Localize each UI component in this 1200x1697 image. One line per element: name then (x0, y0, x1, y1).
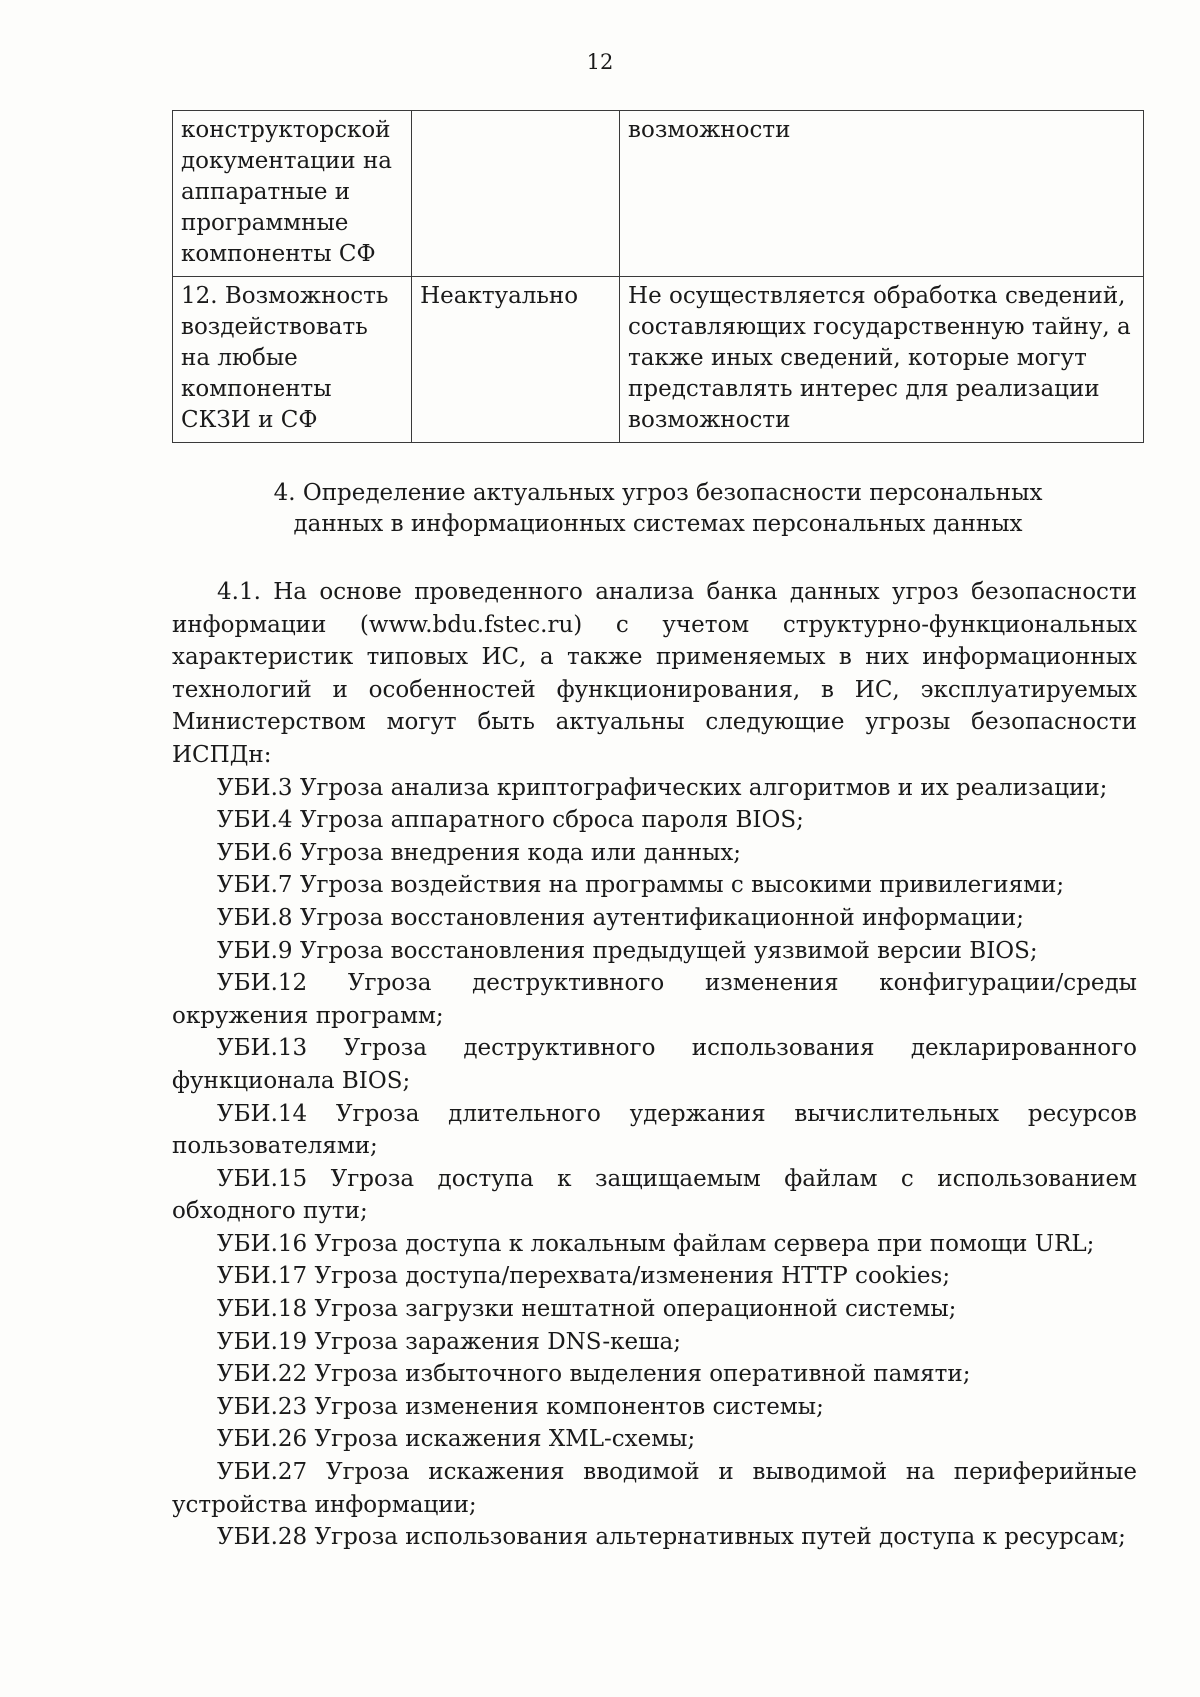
intro-paragraph: 4.1. На основе проведенного анализа банка данных угроз безопасности информации (www.bdu.fstec.ru) с учетом структурно-функциональных характеристик типовых ИС, а также применяемых в них информационных технологий и особенностей функционирования, в ИС, эксплуатируемых Министерством могут быть актуальны следующие угрозы безопасности ИСПДн: (172, 579, 1137, 768)
threat-item: УБИ.23 Угроза изменения компонентов системы; (217, 1393, 824, 1420)
threat-item: УБИ.18 Угроза загрузки нештатной операционной системы; (217, 1296, 957, 1323)
page-number: 12 (586, 50, 614, 74)
threat-item: УБИ.16 Угроза доступа к локальным файлам сервера при помощи URL; (217, 1230, 1095, 1257)
capabilities-table (172, 110, 1144, 443)
threat-item: УБИ.19 Угроза заражения DNS-кеша; (217, 1328, 681, 1355)
threat-item: УБИ.14 Угроза длительного удержания вычислительных ресурсов пользователями; (172, 1100, 1137, 1160)
threat-item: УБИ.22 Угроза избыточного выделения оперативной памяти; (217, 1361, 971, 1388)
threat-item: УБИ.13 Угроза деструктивного использования декларированного функционала BIOS; (172, 1035, 1137, 1094)
section-heading-line: 4. Определение актуальных угроз безопасности персональных (273, 480, 1043, 506)
threat-item: УБИ.12 Угроза деструктивного изменения конфигурации/среды окружения программ; (172, 970, 1137, 1029)
table-cell-relevance (412, 111, 620, 277)
threat-item: УБИ.9 Угроза восстановления предыдущей уязвимой версии BIOS; (217, 937, 1038, 964)
table-row (173, 277, 1144, 443)
table-cell-relevance: Неактуально (412, 277, 620, 443)
table-row (173, 111, 1144, 277)
table-cell-justification: Не осуществляется обработка сведений, составляющих государственную тайну, а также иных сведений, которые могут представлять интерес для реализации возможности (620, 277, 1144, 443)
table-cell-capability: конструкторской документации на аппаратные и программные компоненты СФ (173, 111, 412, 277)
threat-item: УБИ.7 Угроза воздействия на программы с высокими привилегиями; (217, 872, 1065, 899)
threat-item: УБИ.26 Угроза искажения XML-схемы; (217, 1426, 696, 1453)
table-cell-capability: 12. Возможность воздействовать на любые компоненты СКЗИ и СФ (173, 277, 412, 443)
section-heading (172, 478, 1144, 540)
threat-item: УБИ.28 Угроза использования альтернативных путей доступа к ресурсам; (217, 1524, 1126, 1551)
threat-item: УБИ.17 Угроза доступа/перехвата/изменения HTTP cookies; (217, 1263, 951, 1290)
threat-item: УБИ.15 Угроза доступа к защищаемым файлам с использованием обходного пути; (172, 1165, 1137, 1225)
table-cell-justification: возможности (620, 111, 1144, 277)
section-heading-line: данных в информационных системах персональных данных (293, 511, 1023, 537)
threat-item: УБИ.3 Угроза анализа криптографических алгоритмов и их реализации; (217, 774, 1108, 801)
threat-item: УБИ.4 Угроза аппаратного сброса пароля BIOS; (217, 807, 804, 834)
threat-item: УБИ.6 Угроза внедрения кода или данных; (217, 839, 742, 866)
body-text (172, 576, 1137, 1554)
threat-item: УБИ.8 Угроза восстановления аутентификационной информации; (217, 904, 1024, 931)
threat-item: УБИ.27 Угроза искажения вводимой и выводимой на периферийные устройства информации; (172, 1459, 1137, 1518)
